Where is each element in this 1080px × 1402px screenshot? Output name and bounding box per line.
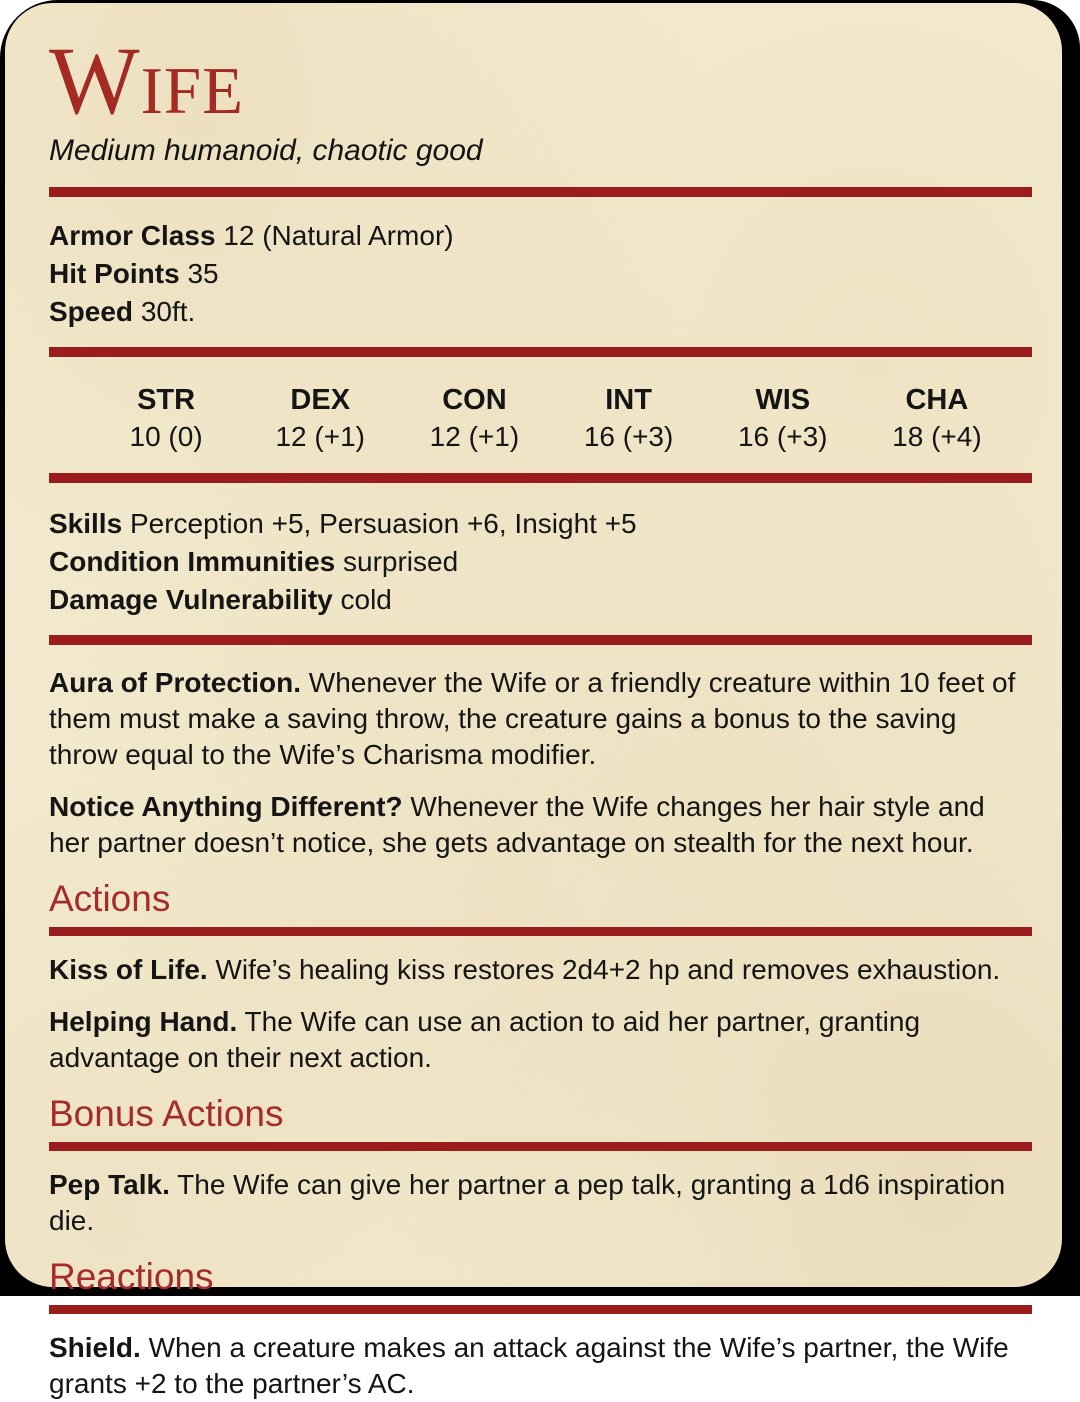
ability-con-label: CON — [442, 384, 507, 417]
divider-rule — [49, 635, 1032, 645]
reaction-shield-name: Shield. — [49, 1332, 141, 1364]
ability-con-score: 12 (+1) — [429, 421, 520, 453]
reaction-shield-text: When a creature makes an attack against the Wife’s partner, the Wife grants +2 to the partner’s AC. — [49, 1332, 1009, 1400]
ability-cha-score: 18 (+4) — [892, 421, 982, 453]
trait-notice-anything-different-name: Notice Anything Different? — [49, 791, 403, 823]
trait-aura-of-protection — [49, 665, 1032, 773]
section-heading-reactions: Reactions — [49, 1256, 214, 1298]
section-rule — [49, 927, 1032, 936]
ability-int — [552, 383, 706, 457]
ability-wis-score: 16 (+3) — [737, 421, 828, 453]
core-attributes — [49, 217, 1032, 331]
section-rule — [49, 1142, 1032, 1151]
stat-block-card — [5, 3, 1062, 1400]
armor-class-line — [49, 217, 1032, 255]
trait-aura-of-protection-text: Whenever the Wife or a friendly creature within 10 feet of them must make a saving throw, the creature gains a bonus to the saving throw equal to the Wife’s Charisma modifier. — [49, 667, 1016, 771]
skills-line — [49, 505, 1032, 543]
ability-int-score: 16 (+3) — [583, 421, 674, 453]
trait-notice-anything-different — [49, 789, 1032, 861]
damage-vulnerability-value: cold — [340, 584, 392, 616]
creature-name: Wife — [49, 27, 245, 134]
details-block — [49, 505, 1032, 619]
bonus-action-pep-talk-name: Pep Talk. — [49, 1169, 170, 1201]
bonus-action-pep-talk-text: The Wife can give her partner a pep talk, granting a 1d6 inspiration die. — [49, 1169, 1006, 1237]
ability-str — [89, 383, 243, 457]
skills-value: Perception +5, Persuasion +6, Insight +5 — [129, 508, 637, 540]
action-kiss-of-life-text: Wife’s healing kiss restores 2d4+2 hp and removes exhaustion. — [215, 954, 1001, 986]
ability-cha-label: CHA — [905, 384, 969, 417]
section-heading-bonus-actions: Bonus Actions — [49, 1093, 284, 1135]
action-helping-hand — [49, 1004, 1032, 1076]
hit-points-line — [49, 255, 1032, 293]
speed-value: 30ft. — [140, 296, 196, 328]
ability-dex — [243, 383, 397, 457]
hit-points-label: Hit Points — [49, 258, 180, 290]
speed-line — [49, 293, 1032, 331]
section-rule — [49, 1305, 1032, 1314]
hit-points-value: 35 — [187, 258, 219, 290]
ability-str-score: 10 (0) — [129, 421, 203, 453]
action-kiss-of-life-name: Kiss of Life. — [49, 954, 208, 986]
ability-dex-label: DEX — [290, 384, 351, 417]
ability-cha — [860, 383, 1014, 457]
reaction-shield — [49, 1330, 1032, 1402]
condition-immunities-label: Condition Immunities — [49, 546, 336, 578]
condition-immunities-line — [49, 543, 1032, 581]
ability-wis-label: WIS — [755, 384, 811, 417]
divider-rule — [49, 187, 1032, 197]
ability-con — [397, 383, 551, 457]
trait-aura-of-protection-name: Aura of Protection. — [49, 667, 302, 699]
ability-str-label: STR — [137, 384, 196, 417]
action-helping-hand-text: The Wife can use an action to aid her partner, granting advantage on their next action. — [49, 1006, 921, 1074]
armor-class-label: Armor Class — [49, 220, 216, 252]
ability-wis — [706, 383, 860, 457]
condition-immunities-value: surprised — [343, 546, 459, 578]
ability-dex-score: 12 (+1) — [275, 421, 365, 453]
armor-class-value: 12 (Natural Armor) — [223, 220, 454, 252]
damage-vulnerability-line — [49, 581, 1032, 619]
damage-vulnerability-label: Damage Vulnerability — [49, 584, 333, 616]
section-heading-actions: Actions — [49, 878, 171, 920]
bonus-action-pep-talk — [49, 1167, 1032, 1239]
action-kiss-of-life — [49, 952, 1032, 988]
creature-type: Medium humanoid, chaotic good — [49, 134, 483, 168]
divider-rule — [49, 347, 1032, 357]
ability-scores-table — [89, 383, 1014, 457]
divider-rule — [49, 473, 1032, 483]
ability-int-label: INT — [605, 384, 652, 417]
action-helping-hand-name: Helping Hand. — [49, 1006, 238, 1038]
speed-label: Speed — [49, 296, 134, 328]
skills-label: Skills — [49, 508, 123, 540]
trait-notice-anything-different-text: Whenever the Wife changes her hair style and her partner doesn’t notice, she gets advantage on stealth for the next hour. — [49, 791, 985, 859]
